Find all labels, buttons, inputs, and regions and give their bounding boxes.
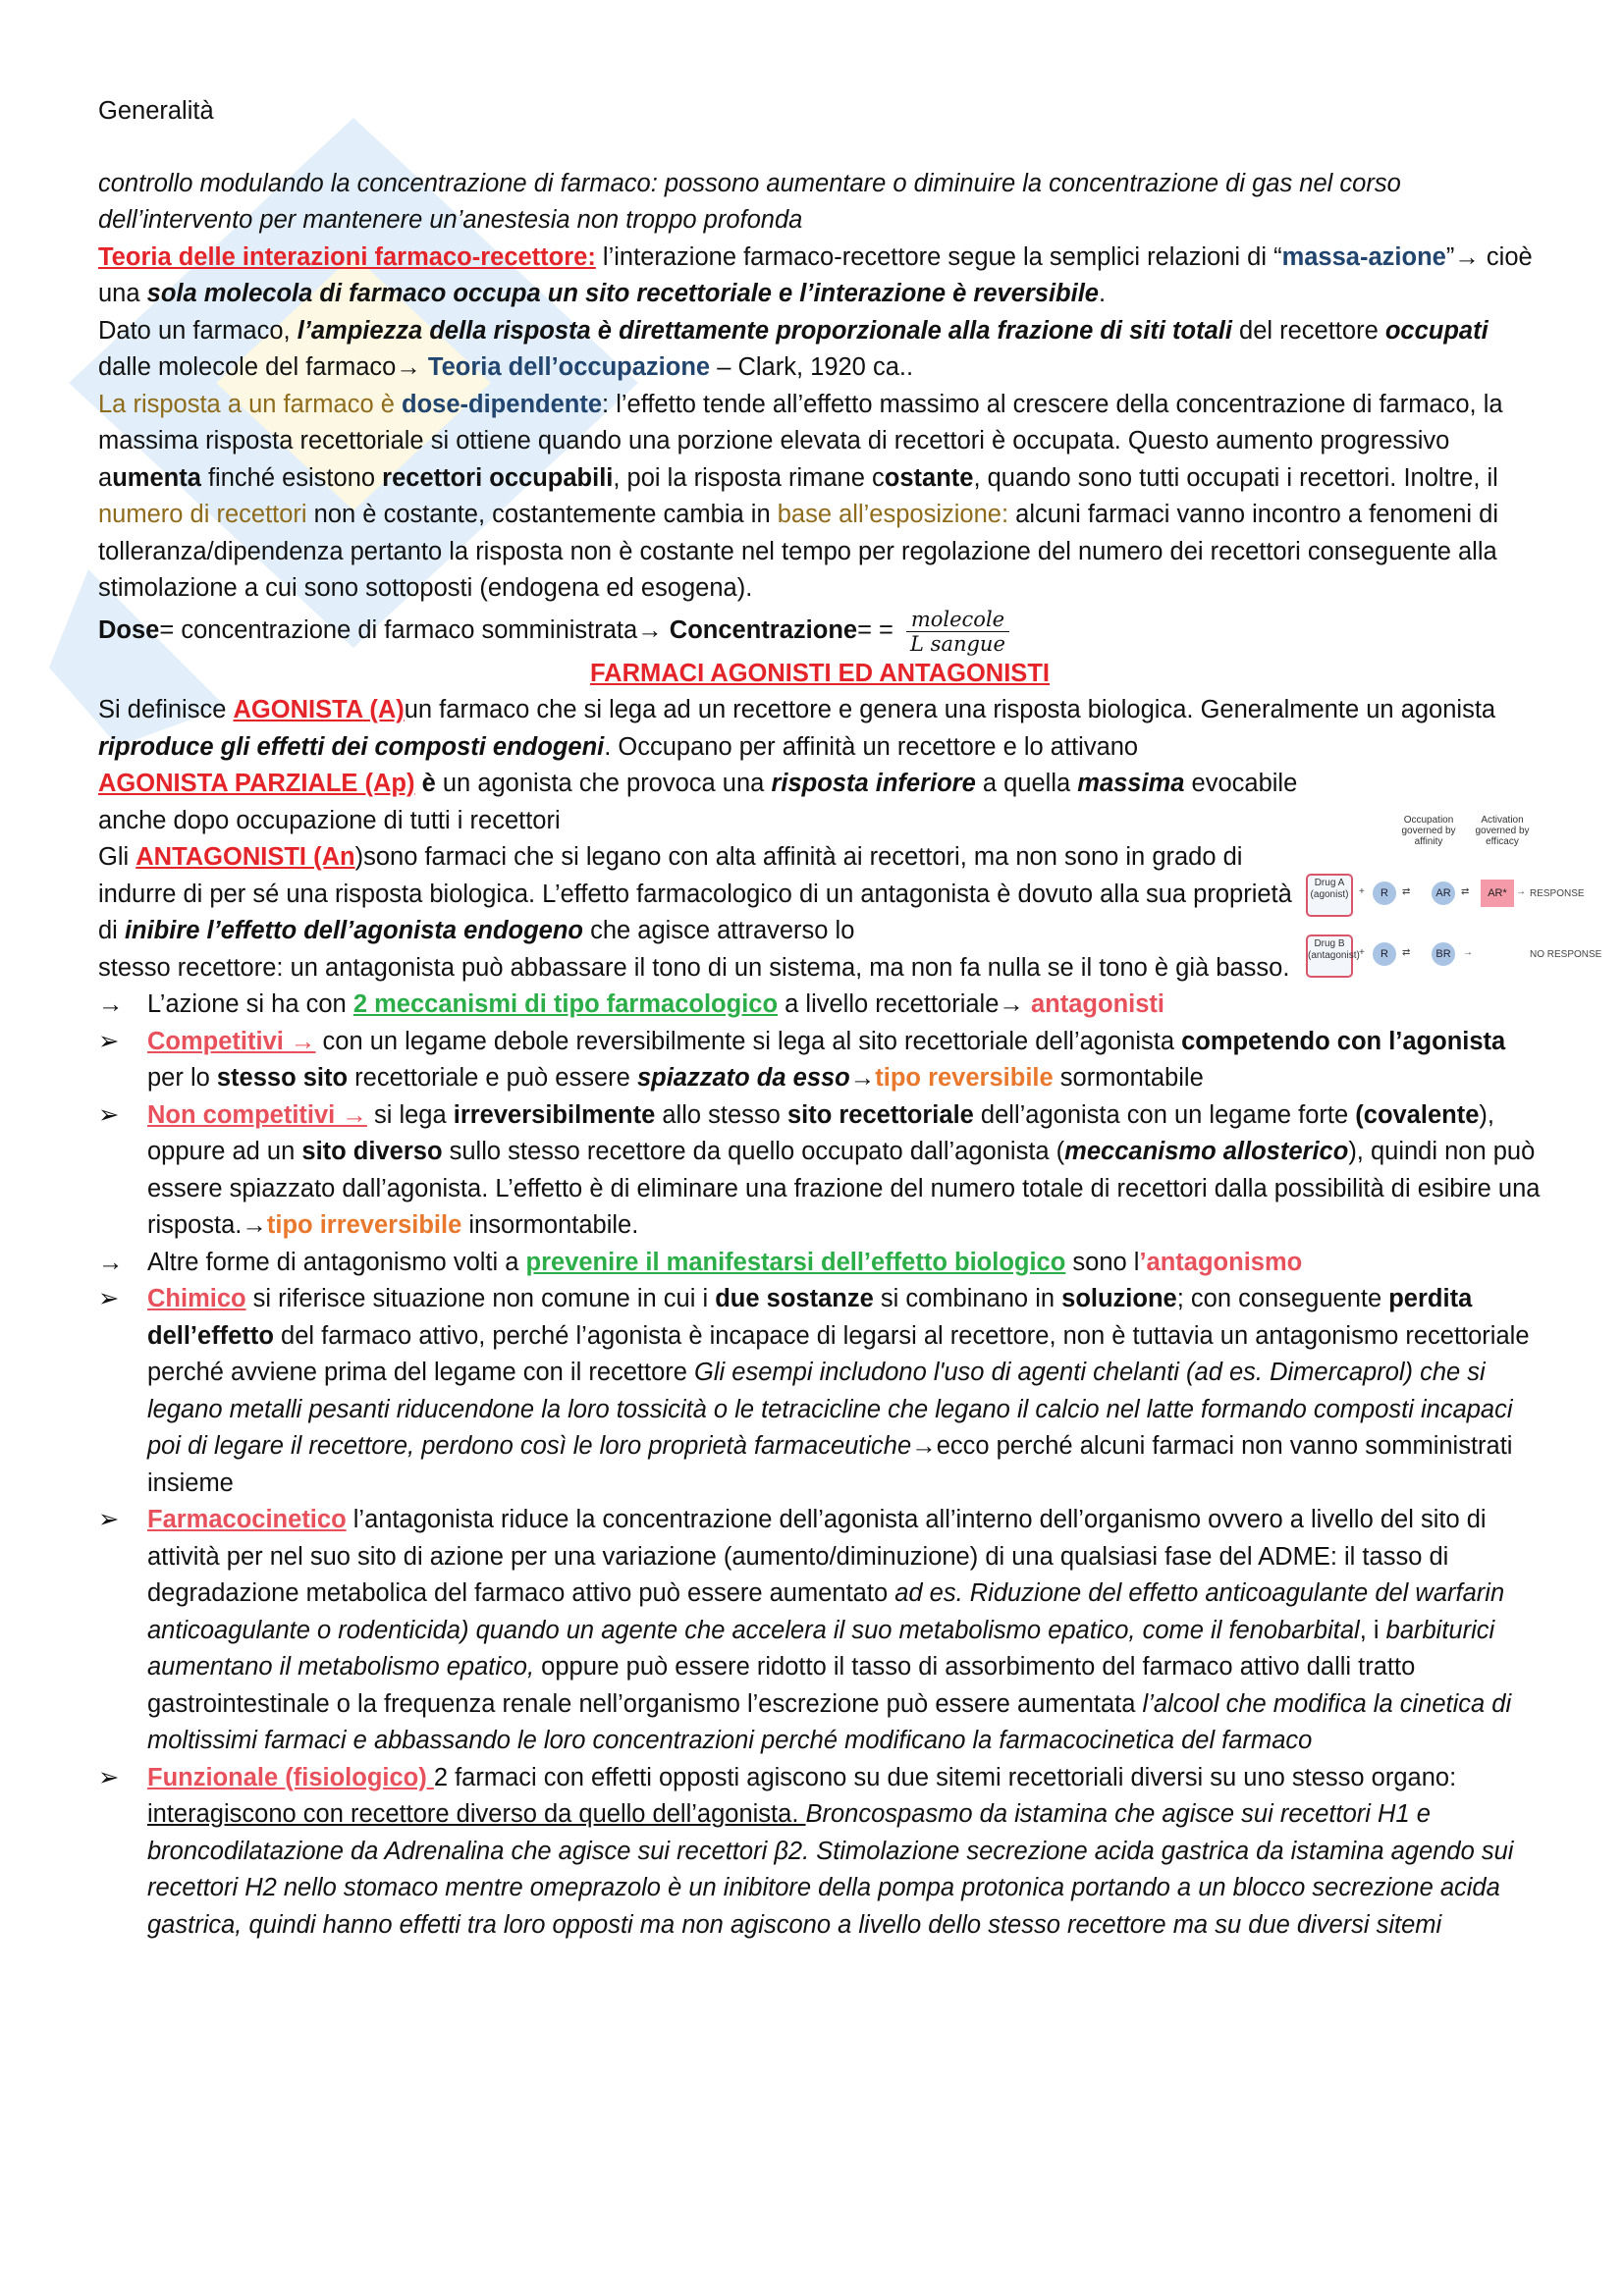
occupation-activation-diagram: Occupation governed by affinity Activation governed by efficacy Drug A (agonist) + R ⇄ AR ⇄ AR* → RESPONSE Drug B (antagonist) + R ⇄ BR → NO RESPONSE — [1306, 815, 1624, 982]
list-item-non-competitive: ➢ Non competitivi → si lega irreversibilmente allo stesso sito recettoriale dell’agonista con un legame forte (covalente), oppure ad un sito diverso sullo stesso recettore da quello occupato dall’agonista (meccanismo allosterico), quindi non può essere spiazzato dall’agonista. L’effetto è di eliminare una frazione del numero totale di recettori dalla possibilità di esibire una risposta.→tipo irreversibile insormontabile. — [98, 1097, 1542, 1245]
bullet-arrowhead-icon: ➢ — [98, 1763, 120, 1791]
arrow-right-icon: → — [98, 1248, 124, 1276]
bullet-arrowhead-icon: ➢ — [98, 1506, 120, 1533]
equilibrium-arrows-icon: ⇄ — [1402, 886, 1411, 897]
list-item-other-antagonism: → Altre forme di antagonismo volti a prevenire il manifestarsi dell’effetto biologico sono l’antagonismo — [98, 1245, 1542, 1282]
receptor-r-circle: R — [1373, 942, 1396, 966]
paragraph-antagonist-cont: stesso recettore: un antagonista può abbassare il tono di un sistema, ma non fa nulla se il tono è già basso. — [98, 953, 1290, 982]
paragraph-theory: Teoria delle interazioni farmaco-recettore: l’interazione farmaco-recettore segue la semplici relazioni di “massa-azione”→ cioè una sola molecola di farmaco occupa un sito recettoriale e l’interazione è reversibile. — [98, 242, 1533, 307]
concentration-fraction: $\frac{\text{molecole}}{\text{L sangue}}$ — [906, 608, 1009, 656]
arrow-right-icon: → — [1463, 947, 1473, 958]
bullet-arrowhead-icon: ➢ — [98, 1285, 120, 1312]
response-label: RESPONSE — [1530, 888, 1585, 899]
activation-heading: Activation governed by efficacy — [1475, 815, 1530, 847]
section-title: FARMACI AGONISTI ED ANTAGONISTI — [590, 659, 1050, 687]
list-item-functional: ➢ Funzionale (fisiologico) 2 farmaci con effetti opposti agiscono su due sitemi recettoriali diversi su uno stesso organo: interagiscono con recettore diverso da quello dell’agonista. Broncospasmo da istamina che agisce sui recettori H1 e broncodilatazione da Adrenalina che agisce sui recettori β2. Stimolazione secrezione acida gastrica da istamina agendo sui recettori H2 nello stomaco mentre omeprazolo è un inibitore della pompa protonica portando a un blocco secrezione acida gastrica, quindi hanno effetti tra loro opposti ma non agiscono a livello dello stesso recettore ma su due diversi sitemi — [98, 1760, 1542, 1945]
paragraph-partial-agonist: AGONISTA PARZIALE (Ap) è un agonista che provoca una risposta inferiore a quella massima evocabile anche dopo occupazione di tutti i recettori — [98, 770, 1298, 834]
no-response-label: NO RESPONSE — [1530, 949, 1602, 960]
paragraph-agonist: Si definisce AGONISTA (A)un farmaco che si lega ad un recettore e genera una risposta biologica. Generalmente un agonista riproduce gli effetti dei composti endogeni. Occupano per affinità un recettore e lo attivano — [98, 696, 1496, 761]
theory-title: Teoria delle interazioni farmaco-recettore: — [98, 242, 596, 271]
list-item-mechanisms: → L’azione si ha con 2 meccanismi di tipo farmacologico a livello recettoriale→ antagonisti — [98, 987, 1542, 1024]
receptor-r-circle: R — [1373, 881, 1396, 905]
list-item-pharmacokinetic: ➢ Farmacocinetico l’antagonista riduce la concentrazione dell’agonista all’interno dell’organismo ovvero a livello del sito di attività per nel suo sito di azione per una variazione (aumento/diminuzione) di una qualsiasi fase del ADME: il tasso di degradazione metabolica del farmaco attivo può essere aumentato ad es. Riduzione del effetto anticoagulante del warfarin anticoagulante o rodenticida) quando un agente che accelera il suo metabolismo epatico, come il fenobarbital, i barbiturici aumentano il metabolismo epatico, oppure può essere ridotto il tasso di assorbimento del farmaco attivo dalli tratto gastrointestinale o la frequenza renale nell’organismo l’escrezione può essere aumentata l’alcool che modifica la cinetica di moltissimi farmaci e abbassando le loro concentrazioni perché modificano la farmacocinetica del farmaco — [98, 1502, 1542, 1760]
ar-complex-circle: AR — [1432, 881, 1455, 905]
paragraph-dose-formula: Dose= concentrazione di farmaco somministrata→ Concentrazione= = $\frac{\text{molecole}}{\text{L sangue}}$ — [98, 608, 1542, 656]
paragraph-intro: controllo modulando la concentrazione di farmaco: possono aumentare o diminuire la concentrazione di gas nel corso dell’intervento per mantenere un’anestesia non troppo profonda — [98, 169, 1401, 234]
paragraph-antagonist: Gli ANTAGONISTI (An)sono farmaci che si legano con alta affinità ai recettori, ma non sono in grado di indurre di per sé una risposta biologica. L’effetto farmacologico di un antagonista è dovuto alla sua proprietà di inibire l’effetto dell’agonista endogeno che agisce attraverso lo — [98, 843, 1292, 944]
occupation-heading: Occupation governed by affinity — [1401, 815, 1456, 847]
ar-active-box: AR* — [1481, 880, 1514, 907]
br-complex-circle: BR — [1432, 942, 1455, 966]
bullet-arrowhead-icon: ➢ — [98, 1100, 120, 1129]
list-item-chemical: ➢ Chimico si riferisce situazione non comune in cui i due sostanze si combinano in soluzione; con conseguente perdita dell’effetto del farmaco attivo, perché l’agonista è incapace di legarsi al recettore, non è tuttavia un antagonismo recettoriale perché avviene prima del legame con il recettore Gli esempi includono l'uso di agenti chelanti (ad es. Dimercaprol) che si legano metalli pesanti riducendone la loro tossicità o le tetracicline che legano il calcio nel latte formando composti incapaci poi di legare il recettore, perdono così le loro proprietà farmaceutiche→ecco perché alcuni farmaci non vanno somministrati insieme — [98, 1281, 1542, 1502]
equilibrium-arrows-icon: ⇄ — [1402, 947, 1411, 958]
drug-b-box: Drug B (antagonist) — [1306, 934, 1353, 978]
paragraph-dose-response: La risposta a un farmaco è dose-dipendente: l’effetto tende all’effetto massimo al crescere della concentrazione di farmaco, la massima risposta recettoriale si ottiene quando una porzione elevata di recettori è occupata. Questo aumento progressivo aumenta finché esistono recettori occupabili, poi la risposta rimane costante, quando sono tutti occupati i recettori. Inoltre, il numero di recettori non è costante, costantemente cambia in base all’esposizione: alcuni farmaci vanno incontro a fenomeni di tolleranza/dipendenza pertanto la risposta non è costante nel tempo per regolazione del numero dei recettori conseguente alla stimolazione a cui sono sottoposti (endogena ed esogena). — [98, 390, 1503, 602]
paragraph-occupation: Dato un farmaco, l’ampiezza della risposta è direttamente proporzionale alla frazione di siti totali del recettore occupati dalle molecole del farmaco→ Teoria dell’occupazione – Clark, 1920 ca.. — [98, 316, 1489, 381]
drug-a-box: Drug A (agonist) — [1306, 874, 1353, 917]
document-page — [98, 93, 1542, 1944]
equilibrium-arrows-icon: ⇄ — [1461, 886, 1470, 897]
bullet-arrowhead-icon: ➢ — [98, 1027, 120, 1055]
list-item-competitive: ➢ Competitivi → con un legame debole reversibilmente si lega al sito recettoriale dell’agonista competendo con l’agonista per lo stesso sito recettoriale e può essere spiazzato da esso→tipo reversibile sormontabile — [98, 1024, 1542, 1097]
arrow-right-icon: → — [1516, 886, 1526, 897]
arrow-right-icon: → — [98, 990, 124, 1018]
page-heading: Generalità — [98, 97, 214, 125]
